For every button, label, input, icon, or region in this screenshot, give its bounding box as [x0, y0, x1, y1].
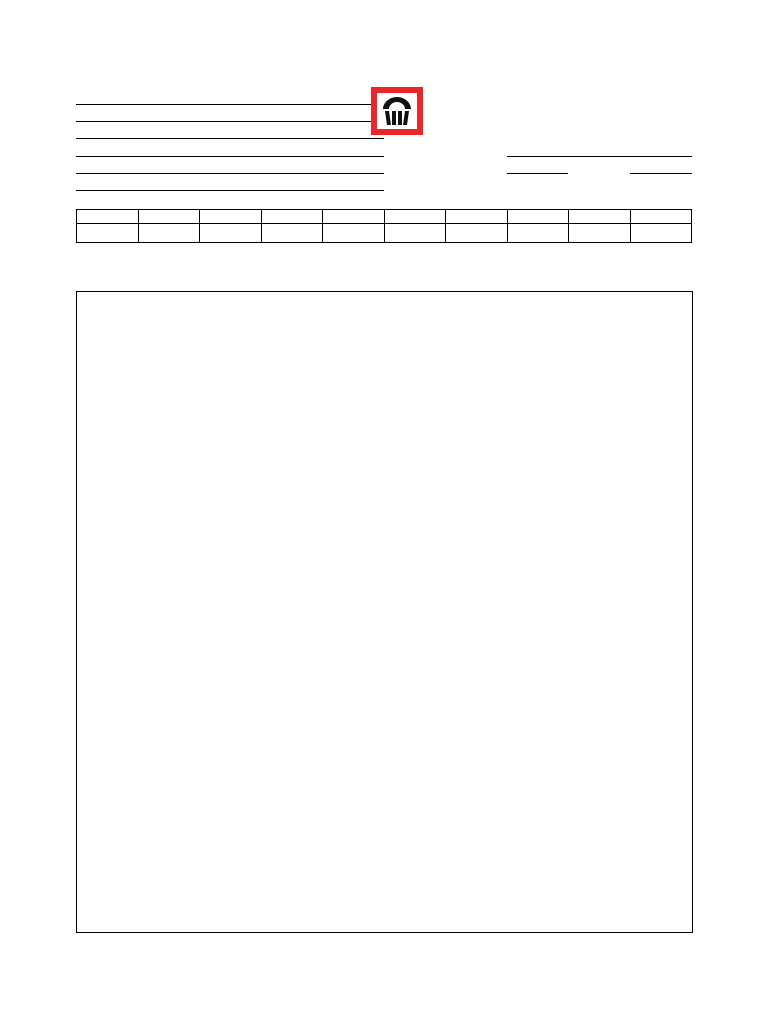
rev-cell[interactable] — [384, 224, 446, 243]
rev-header — [200, 210, 262, 224]
rev-header — [569, 210, 631, 224]
company-logo — [371, 87, 423, 135]
fluid-row — [0, 306, 768, 320]
rev-header — [507, 210, 569, 224]
header-line — [76, 138, 384, 139]
calc-no-line — [507, 156, 692, 157]
rev-header — [384, 210, 446, 224]
header-line — [76, 190, 384, 191]
rev-cell[interactable] — [323, 224, 385, 243]
rev-header — [138, 210, 200, 224]
header-line — [76, 156, 384, 157]
rev-cell[interactable] — [77, 224, 139, 243]
sheet-line — [507, 173, 568, 174]
rev-header — [630, 210, 692, 224]
rev-cell[interactable] — [507, 224, 569, 243]
rev-header — [261, 210, 323, 224]
rev-cell[interactable] — [446, 224, 508, 243]
rev-cell[interactable] — [138, 224, 200, 243]
equipment-row — [0, 291, 768, 305]
rev-cell[interactable] — [569, 224, 631, 243]
rev-header — [323, 210, 385, 224]
header-line — [76, 121, 384, 122]
logo-emblem-icon — [377, 93, 417, 129]
revision-table — [76, 209, 692, 243]
rev-cell[interactable] — [630, 224, 692, 243]
rev-header — [446, 210, 508, 224]
calc-frame — [76, 291, 693, 933]
header-line — [76, 104, 384, 105]
header-line — [76, 173, 384, 174]
rev-cell[interactable] — [200, 224, 262, 243]
of-line — [630, 173, 692, 174]
rev-header — [77, 210, 139, 224]
rev-cell[interactable] — [261, 224, 323, 243]
